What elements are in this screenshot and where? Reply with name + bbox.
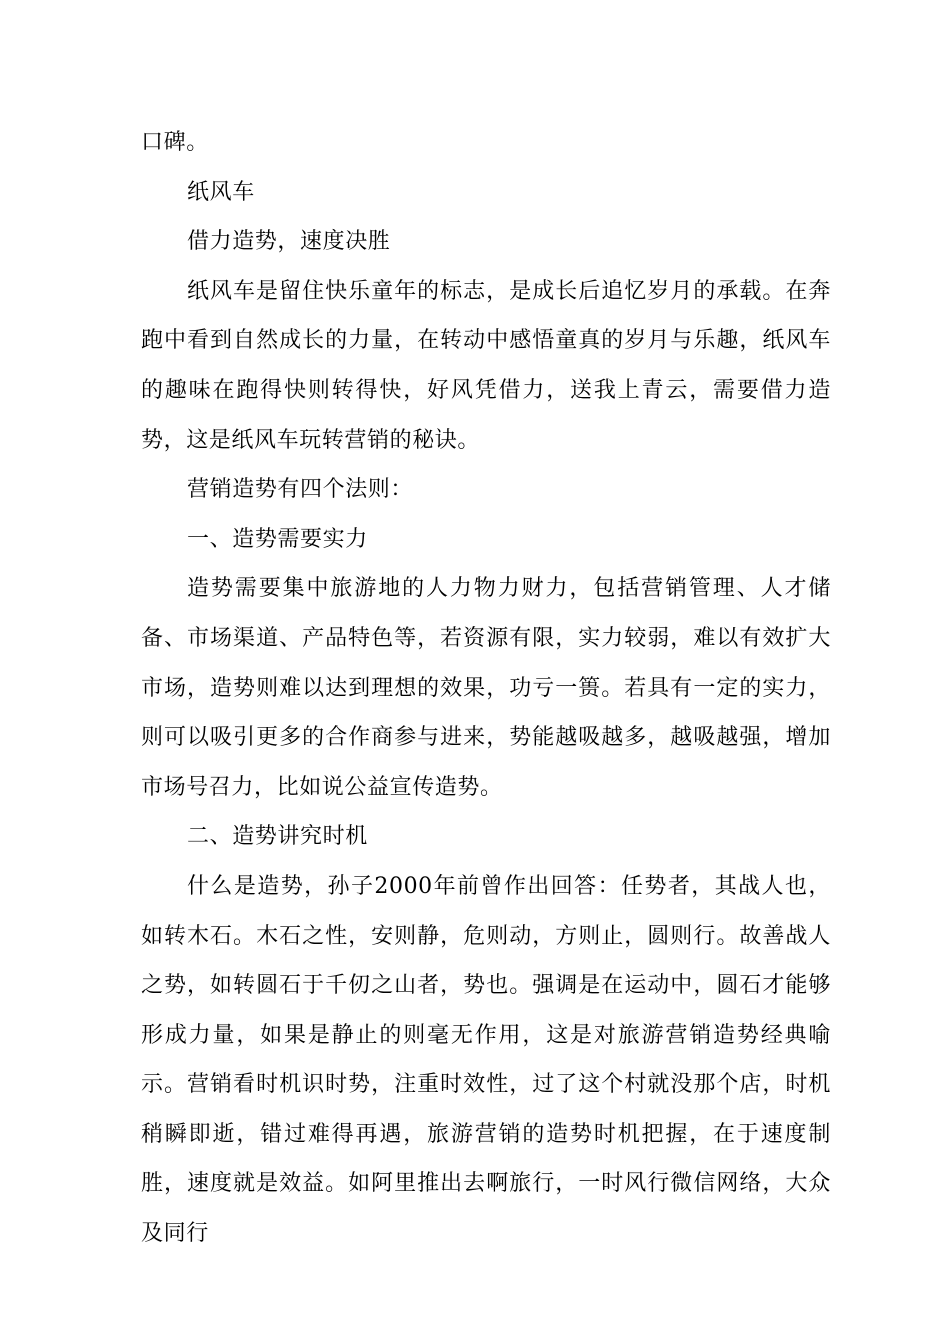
- document-body: [141, 118, 831, 1259]
- body-paragraph: 营销造势有四个法则：: [187, 477, 414, 503]
- section-title: 纸风车: [187, 179, 255, 205]
- paragraph-continuation: 口碑。: [141, 130, 209, 155]
- body-paragraph: 什么是造势，孙子2000年前曾作出回答：任势者，其战人也，如转木石。木石之性，安则静，危则动，方则止，圆则行。故善战人之势，如转圆石于千仞之山者，势也。强调是在运动中，圆石才能够形成力量，如果是静止的则毫无作用，这是对旅游营销造势经典喻示。营销看时机识时势，注重时效性，过了这个村就没那个店，时机稍瞬即逝，错过难得再遇，旅游营销的造势时机把握，在于速度制胜，速度就是效益。如阿里推出去啊旅行，一时风行微信网络，大众及同行: [141, 873, 831, 1247]
- section-subtitle: 借力造势，速度决胜: [187, 229, 391, 255]
- rule-heading: 二、造势讲究时机: [187, 824, 368, 850]
- rule-heading: 一、造势需要实力: [187, 526, 368, 552]
- body-paragraph: 造势需要集中旅游地的人力物力财力，包括营销管理、人才储备、市场渠道、产品特色等，若资源有限，实力较弱，难以有效扩大市场，造势则难以达到理想的效果，功亏一篑。若具有一定的实力，则可以吸引更多的合作商参与进来，势能越吸越多，越吸越强，增加市场号召力，比如说公益宣传造势。: [141, 576, 831, 800]
- body-paragraph: 纸风车是留住快乐童年的标志，是成长后追忆岁月的承载。在奔跑中看到自然成长的力量，在转动中感悟童真的岁月与乐趣，纸风车的趣味在跑得快则转得快，好风凭借力，送我上青云，需要借力造势，这是纸风车玩转营销的秘诀。: [141, 278, 831, 453]
